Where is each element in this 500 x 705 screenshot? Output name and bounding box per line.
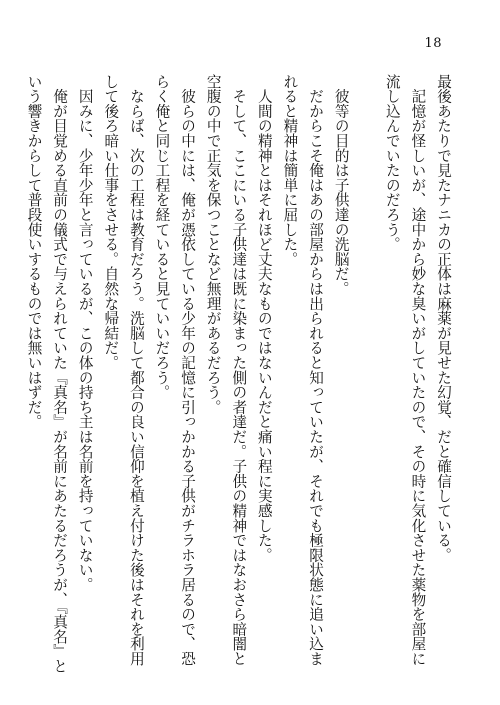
paragraph-gap	[354, 74, 380, 674]
page-number: 18	[424, 36, 442, 51]
vertical-text-body	[26, 74, 456, 674]
paragraph-1: 最後あたりで見たナニカの正体は麻薬が見せた幻覚、だと確信している。 記憶が怪しいが、途中から妙な臭いがしていたので、その時に気化させた薬物を部屋に流し込んでいたのだろう。	[383, 74, 452, 666]
paragraph-2: 彼等の目的は子供達の洗脳だ。 だからこそ俺はあの部屋からは出られると知っていたが、それでも極限状態に追い込まれると精神は簡単に屈した。 人間の精神とはそれほど丈夫なものではないんだと痛い程に実感した。 そして、ここにいる子供達は既に染まった側の者達だ。子供の精神ではなおさら暗闇と空腹の中で正気を保つことなど無理があるだろう。 彼らの中には、俺が憑依している少年の記憶に引っかかる子供がチラホラ居るので、恐らく俺と同じ工程を経ていると見ていいだろう。 ならば、次の工程は教育だろう。洗脳して都合の良い信仰を植え付けた後はそれを利用して後ろ暗い仕事をさせる。自然な帰結だ。 因みに、少年少年と言っているが、この体の持ち主は名前を持っていない。 俺が目覚める直前の儀式で与えられていた『真名』が名前にあたるだろうが、『真名』という響きからして普段使いするものでは無いはずだ。	[25, 74, 350, 674]
